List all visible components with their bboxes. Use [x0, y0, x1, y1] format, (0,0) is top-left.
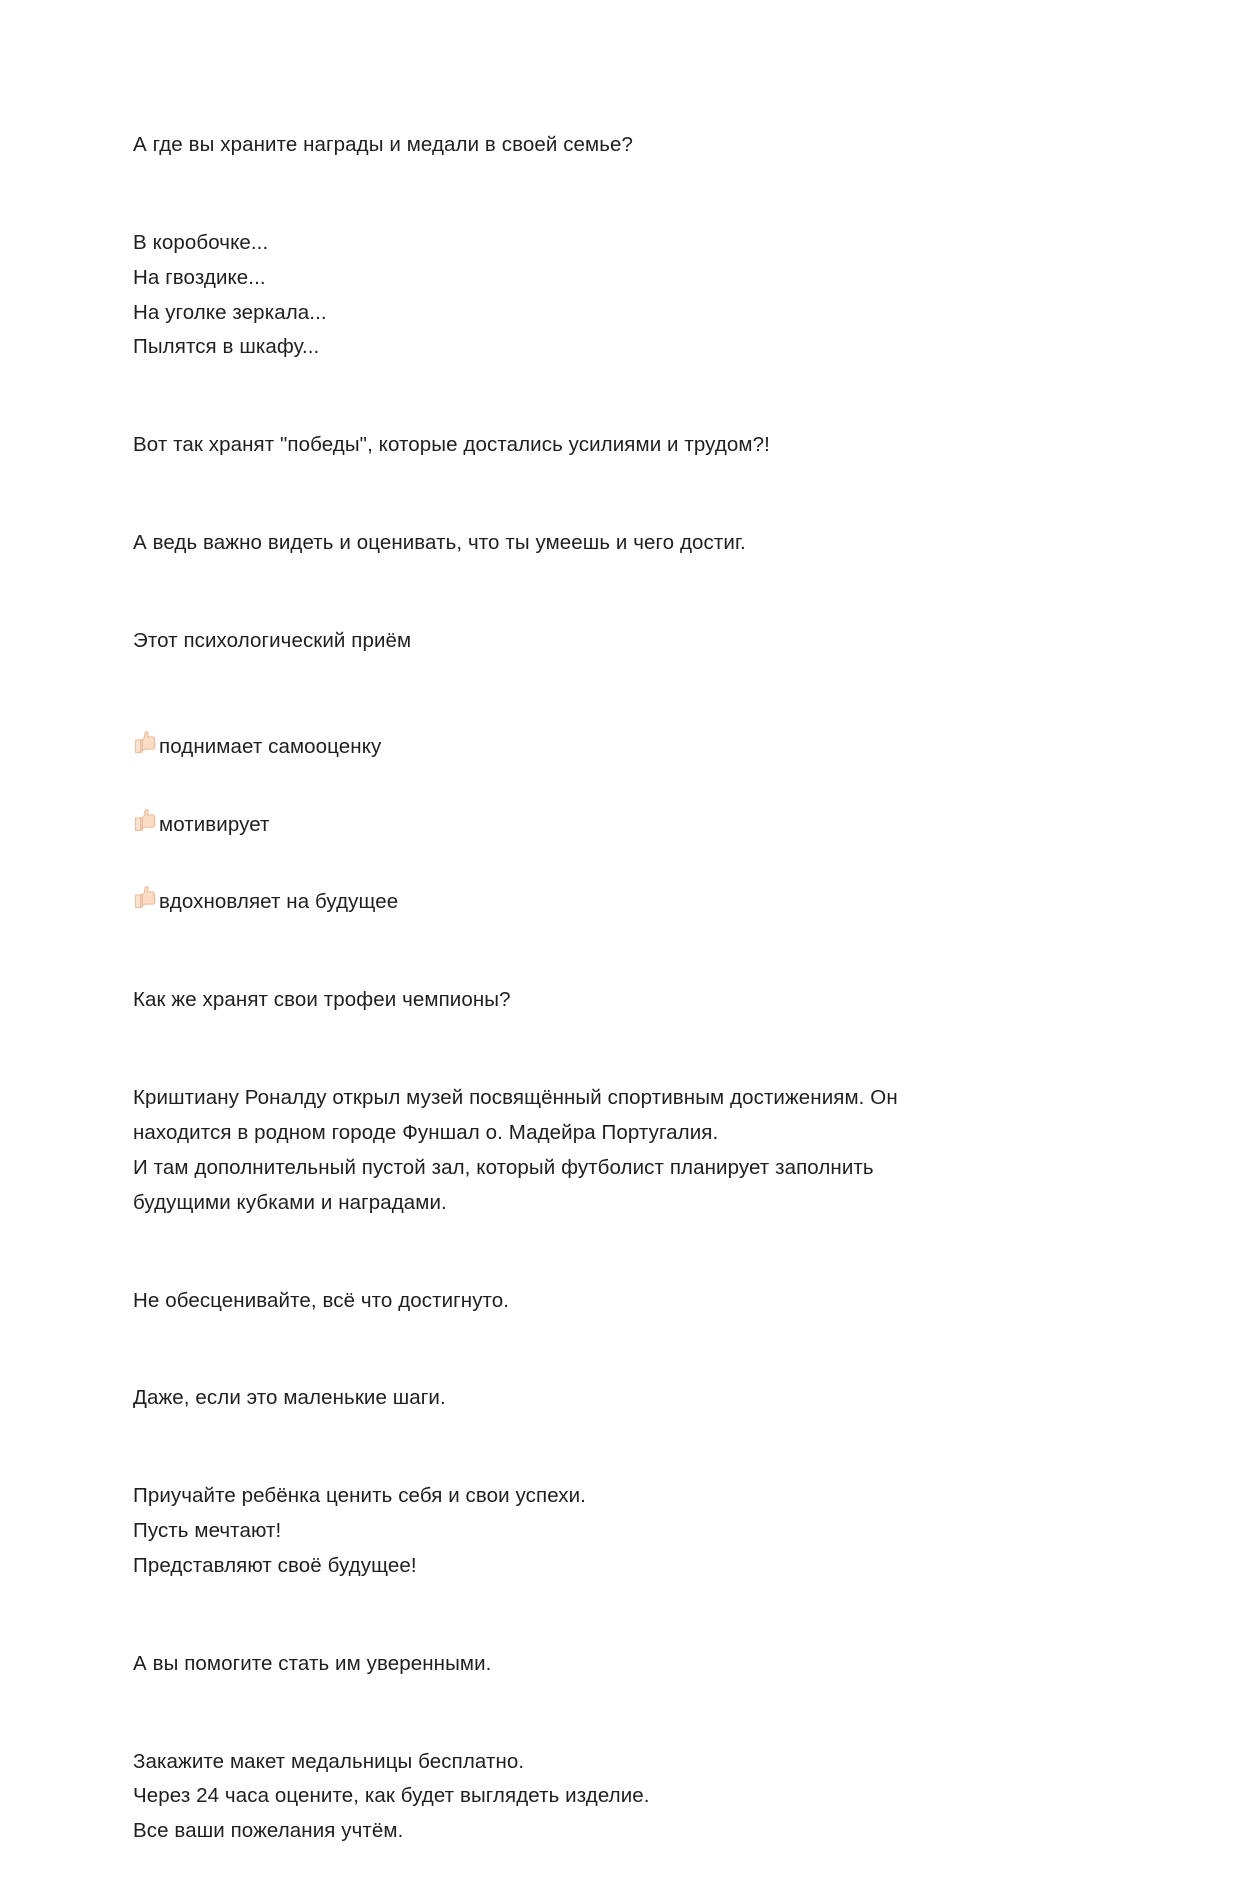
spacer [133, 194, 1092, 226]
storage-place-line-2: На гвоздике... [133, 265, 266, 289]
intro-question-text: А где вы храните награды и медали в своей семье? [133, 133, 634, 156]
spacer [133, 951, 1092, 983]
technique-heading-text: Этот психологический приём [133, 628, 412, 652]
teach-child-line-3: Представляют своё будущее! [133, 1553, 417, 1577]
benefit-label: поднимает самооценку [159, 734, 382, 758]
rhetorical-question-block [133, 428, 1092, 463]
spacer [133, 494, 1092, 526]
spacer [133, 1713, 1092, 1745]
do-not-devalue-text: Не обесценивайте, всё что достигнуто. [133, 1288, 510, 1312]
importance-block [133, 526, 1092, 561]
you-help-text: А вы помогите стать им уверенными. [133, 1651, 492, 1675]
spacer [133, 1349, 1092, 1381]
teach-child-line-1: Приучайте ребёнка ценить себя и свои успехи. [133, 1484, 586, 1508]
spacer [133, 592, 1092, 624]
ronaldo-paragraph-1: Криштиану Роналду открыл музей посвящённый спортивным достижениям. Он находится в родном городе Фуншал о. Мадейра Португалия. [133, 1086, 904, 1144]
teach-child-block [133, 1479, 1092, 1584]
benefit-label: мотивирует [159, 812, 270, 836]
benefit-item [133, 730, 1092, 765]
you-help-block [133, 1647, 1092, 1682]
benefit-item [133, 808, 1092, 843]
offer-line-3: Все ваши пожелания учтём. [133, 1819, 404, 1843]
ronaldo-block [133, 1081, 1092, 1220]
storage-place-line-4: Пылятся в шкафу... [133, 335, 320, 359]
teach-child-line-2: Пусть мечтают! [133, 1519, 282, 1543]
ronaldo-paragraph-2: И там дополнительный пустой зал, который футболист планирует заполнить будущими кубками и наградами. [133, 1155, 880, 1214]
benefits-list [133, 730, 1092, 921]
importance-text: А ведь важно видеть и оценивать, что ты умеешь и чего достиг. [133, 531, 746, 555]
spacer [133, 1049, 1092, 1081]
offer-block [133, 1745, 1092, 1850]
storage-place-line-1: В коробочке... [133, 230, 269, 254]
champions-question-block [133, 983, 1092, 1018]
storage-places-block [133, 226, 1092, 365]
storage-place-line-3: На уголке зеркала... [133, 300, 327, 324]
rhetorical-question-text: Вот так хранят "победы", которые достались усилиями и трудом?! [133, 433, 770, 457]
benefit-label: вдохновляет на будущее [159, 890, 399, 914]
thumbs-up-icon [133, 807, 157, 833]
spacer [133, 396, 1092, 428]
document-body [133, 128, 1092, 1849]
spacer [133, 1447, 1092, 1479]
do-not-devalue-block [133, 1284, 1092, 1319]
spacer [133, 690, 1092, 730]
thumbs-up-icon [133, 884, 157, 910]
small-steps-text: Даже, если это маленькие шаги. [133, 1386, 446, 1410]
benefit-item [133, 885, 1092, 920]
technique-heading-block [133, 624, 1092, 659]
offer-line-1: Закажите макет медальницы бесплатно. [133, 1749, 525, 1773]
offer-line-2: Через 24 часа оцените, как будет выглядеть изделие. [133, 1784, 650, 1808]
spacer [133, 1252, 1092, 1284]
spacer [133, 1615, 1092, 1647]
champions-question-text: Как же хранят свои трофеи чемпионы? [133, 988, 511, 1012]
small-steps-block [133, 1381, 1092, 1416]
intro-question-block [133, 128, 1092, 163]
thumbs-up-icon [133, 729, 157, 755]
